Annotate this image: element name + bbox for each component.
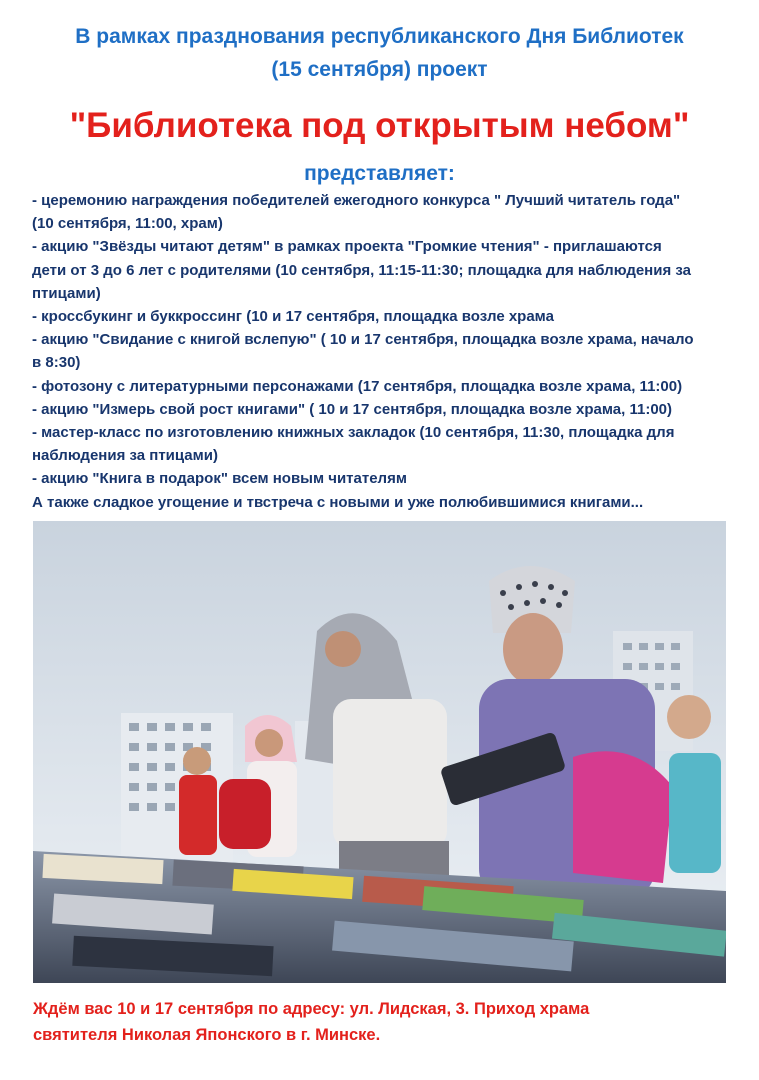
header-line-1: В рамках празднования республиканского Дня Библиотек: [75, 25, 684, 48]
event-photo: [33, 521, 726, 983]
program-line: - церемонию награждения победителей ежегодного конкурса " Лучший читатель года": [32, 192, 681, 209]
header-text: [0, 20, 759, 86]
footer-invitation: [33, 996, 733, 1048]
program-line: птицами): [32, 284, 101, 302]
footer-line-2: святителя Николая Японского в г. Минске.: [33, 1026, 381, 1044]
program-line: в 8:30): [32, 354, 81, 372]
event-photo-illustration: [33, 521, 726, 983]
program-line: - фотозону с литературными персонажами (17 сентября, площадка возле храма, 11:00): [32, 377, 683, 395]
project-title: "Библиотека под открытым небом": [69, 106, 690, 145]
footer-line-1: Ждём вас 10 и 17 сентября по адресу: ул. Лидская, 3. Приход храма: [33, 1000, 590, 1018]
program-line: - кроссбукинг и буккроссинг (10 и 17 сентября, площадка возле храма: [32, 308, 554, 326]
program-line: (10 сентября, 11:00, храм): [32, 215, 223, 233]
presents-label: представляет:: [304, 162, 455, 185]
program-line: - мастер-класс по изготовлению книжных закладок (10 сентября, 11:30, площадка для: [32, 424, 675, 442]
header-line-2: (15 сентября) проект: [271, 58, 488, 81]
program-line: А также сладкое угощение и твстреча с новыми и уже полюбившимися книгами...: [32, 493, 644, 511]
program-list: [32, 189, 732, 514]
program-line: - акцию "Свидание с книгой вслепую" ( 10 и 17 сентября, площадка возле храма, начало: [32, 331, 694, 349]
program-line: - акцию "Звёзды читают детям" в рамках проекта "Громкие чтения" - приглашаются: [32, 238, 662, 256]
program-line: - акцию "Измерь свой рост книгами" ( 10 и 17 сентября, площадка возле храма, 11:00): [32, 400, 673, 418]
program-line: - акцию "Книга в подарок" всем новым читателям: [32, 470, 407, 488]
program-line: наблюдения за птицами): [32, 447, 218, 465]
program-line: дети от 3 до 6 лет с родителями (10 сентября, 11:15-11:30; площадка для наблюдения за: [32, 261, 691, 279]
